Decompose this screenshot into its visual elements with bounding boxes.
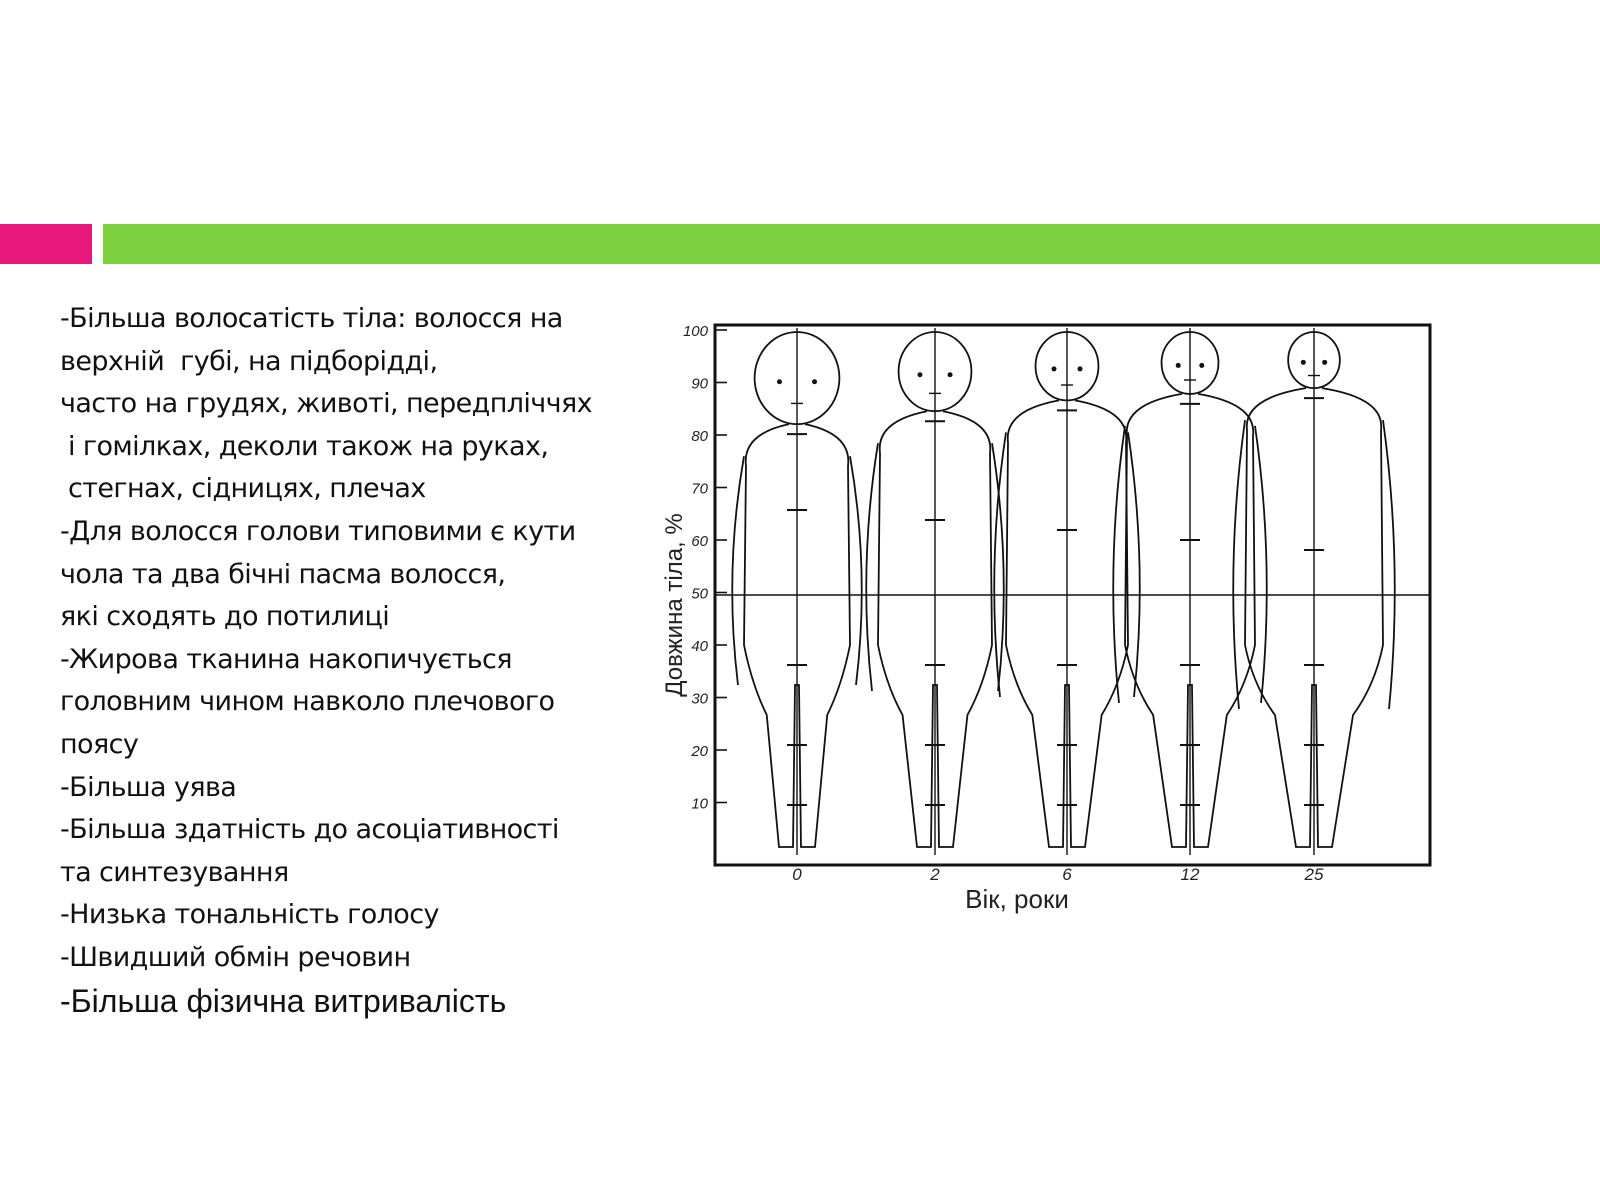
bullet-line: -Більша здатність до асоціативності — [60, 814, 559, 846]
body-figure — [866, 328, 1004, 855]
y-axis-ticks — [683, 323, 727, 813]
age-label: 12 — [1180, 865, 1200, 884]
y-tick-label: 50 — [691, 585, 708, 603]
bullet-line: стегнах, сідницях, плечах — [60, 473, 426, 505]
y-tick-label: 20 — [691, 743, 708, 760]
accent-bar-green — [103, 224, 1600, 264]
y-tick-label: 80 — [691, 428, 708, 445]
bullet-line: які сходять до потилиці — [60, 601, 390, 633]
age-label: 2 — [930, 865, 940, 884]
age-labels — [792, 865, 1324, 884]
x-axis-label: Вік, роки — [965, 884, 1069, 914]
body-figure — [994, 328, 1140, 855]
bullet-line: -Жирова тканина накопичується — [60, 643, 512, 675]
bullet-line: -Швидший обмін речовин — [60, 941, 411, 973]
y-tick-label: 100 — [682, 323, 708, 340]
body-figure — [1113, 328, 1267, 855]
accent-bar-pink — [0, 224, 92, 264]
body-figures — [732, 328, 1395, 855]
body-figure — [732, 328, 862, 855]
age-label: 0 — [792, 865, 802, 884]
bullet-line: поясу — [60, 728, 139, 760]
y-tick-label: 40 — [691, 638, 708, 655]
y-axis-label: Довжина тіла, % — [661, 513, 688, 697]
y-tick-label: 30 — [691, 690, 708, 708]
bullet-line: -Більша уява — [60, 771, 237, 803]
bullet-line: -Низька тональність голосу — [60, 899, 439, 931]
bullet-line: чола та два бічні пасма волосся, — [60, 558, 506, 590]
age-label: 6 — [1062, 865, 1072, 884]
body-proportions-figure — [650, 310, 1440, 930]
bullet-line: і гомілках, деколи також на руках, — [60, 430, 549, 462]
y-tick-label: 10 — [691, 795, 708, 813]
y-tick-label: 70 — [691, 480, 708, 498]
bullet-line: верхній губі, на підборідді, — [60, 345, 438, 377]
bullet-line: -Більша волосатість тіла: волосся на — [60, 303, 563, 334]
bullet-line: та синтезування — [60, 856, 289, 888]
bullet-line: -Для волосся голови типовими є кути — [60, 515, 576, 547]
bullet-line: часто на грудях, животі, передпліччях — [60, 388, 593, 420]
age-label: 25 — [1304, 865, 1324, 884]
bullet-line: -Більша фізична витривалість — [60, 982, 507, 1019]
body-figure — [1233, 328, 1395, 855]
bullet-line: головним чином навколо плечового — [60, 686, 555, 718]
y-tick-label: 90 — [691, 375, 708, 393]
figure-svg — [650, 310, 1440, 930]
bullet-list — [60, 298, 660, 1022]
y-tick-label: 60 — [691, 533, 708, 550]
